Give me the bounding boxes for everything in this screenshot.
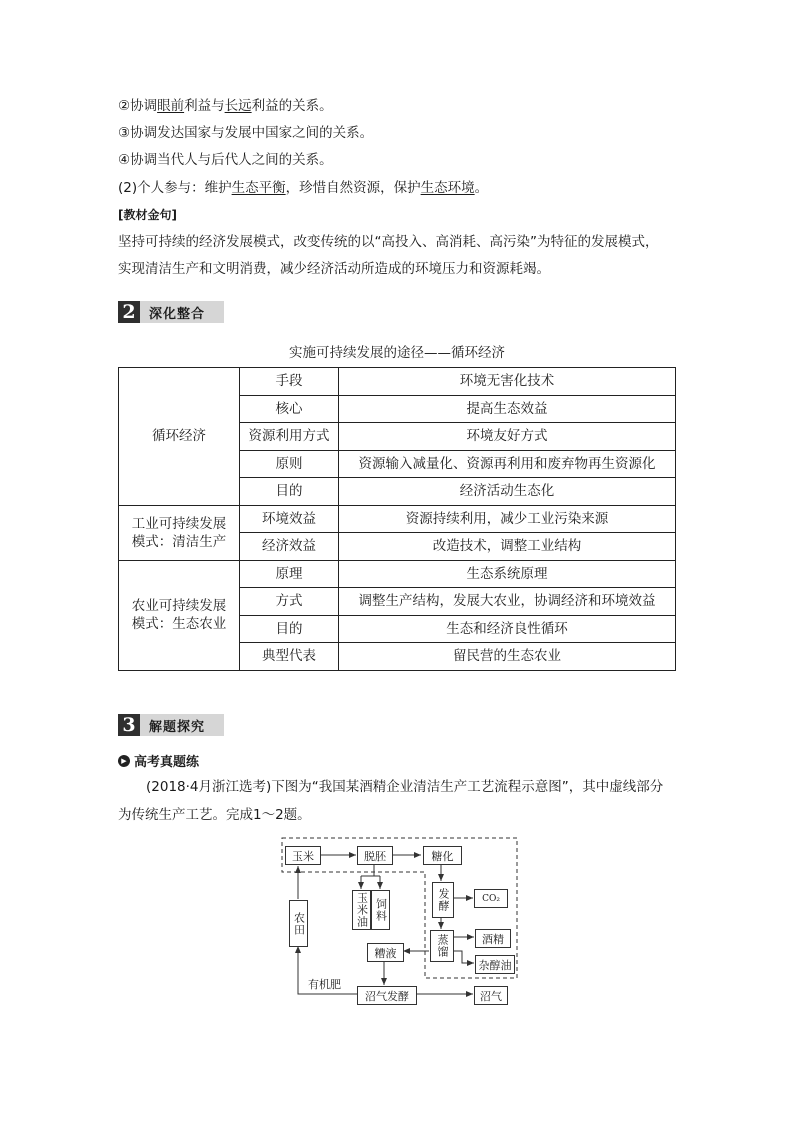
group-cell: 农业可持续发展 模式：生态农业 — [119, 560, 240, 670]
content-cell: 提高生态效益 — [339, 395, 676, 423]
content-cell: 经济活动生态化 — [339, 478, 676, 506]
list-item-2: ②协调眼前利益与长远利益的关系。 — [118, 98, 333, 114]
corn-oil-box: 玉米油 — [352, 890, 371, 930]
quote-line-2: 实现清洁生产和文明消费，减少经济活动所造成的环境压力和资源耗竭。 — [118, 261, 550, 277]
section-number: 3 — [118, 714, 140, 736]
aspect-cell: 目的 — [240, 478, 339, 506]
play-icon: ▶ — [118, 755, 130, 767]
content-cell: 调整生产结构，发展大农业，协调经济和环境效益 — [339, 588, 676, 616]
content-cell: 留民营的生态农业 — [339, 643, 676, 671]
co2-box: CO₂ — [474, 889, 508, 908]
content-cell: 生态系统原理 — [339, 560, 676, 588]
list-item-4: ④协调当代人与后代人之间的关系。 — [118, 152, 333, 168]
alcohol-box: 酒精 — [475, 929, 511, 948]
list-item-individual: (2)个人参与：维护生态平衡，珍惜自然资源，保护生态环境。 — [118, 180, 489, 196]
content-cell: 改造技术，调整工业结构 — [339, 533, 676, 561]
aspect-cell: 环境效益 — [240, 505, 339, 533]
content-cell: 资源持续利用，减少工业污染来源 — [339, 505, 676, 533]
ferment-box: 发酵 — [432, 882, 454, 918]
aspect-cell: 目的 — [240, 615, 339, 643]
list-item-3: ③协调发达国家与发展中国家之间的关系。 — [118, 125, 374, 141]
quote-label: [教材金句] — [118, 208, 177, 222]
section-title: 深化整合 — [140, 301, 224, 323]
question-intro-line-2: 为传统生产工艺。完成1～2题。 — [118, 807, 311, 823]
saccharify-box: 糖化 — [423, 846, 462, 865]
fusel-oil-box: 杂醇油 — [475, 955, 515, 974]
aspect-cell: 方式 — [240, 588, 339, 616]
aspect-cell: 经济效益 — [240, 533, 339, 561]
farmland-box: 农田 — [289, 900, 308, 947]
content-cell: 生态和经济良性循环 — [339, 615, 676, 643]
degerm-box: 脱胚 — [357, 846, 393, 865]
content-cell: 环境友好方式 — [339, 423, 676, 451]
aspect-cell: 原理 — [240, 560, 339, 588]
manure-label: 有机肥 — [308, 978, 341, 991]
group-cell: 工业可持续发展 模式：清洁生产 — [119, 505, 240, 560]
biogas-fermentation-box: 沼气发酵 — [357, 986, 417, 1005]
content-cell: 环境无害化技术 — [339, 368, 676, 396]
arrow-distill-fusel — [453, 951, 474, 963]
question-intro-line-1: (2018·4月浙江选考)下图为“我国某酒精企业清洁生产工艺流程示意图”，其中虚线部分 — [146, 779, 664, 795]
biogas-box: 沼气 — [474, 986, 508, 1005]
aspect-cell: 原则 — [240, 450, 339, 478]
feed-box: 饲料 — [371, 890, 390, 930]
section-title: 解题探究 — [140, 714, 224, 736]
quote-line-1: 坚持可持续的经济发展模式，改变传统的以“高投入、高消耗、高污染”为特征的发展模式， — [118, 234, 659, 250]
aspect-cell: 手段 — [240, 368, 339, 396]
group-cell: 循环经济 — [119, 368, 240, 506]
aspect-cell: 核心 — [240, 395, 339, 423]
table-title: 实施可持续发展的途径——循环经济 — [289, 345, 505, 361]
vinasse-box: 糟液 — [367, 943, 404, 962]
aspect-cell: 典型代表 — [240, 643, 339, 671]
aspect-cell: 资源利用方式 — [240, 423, 339, 451]
exam-practice-heading: ▶ 高考真题练 — [118, 751, 199, 770]
corn-box: 玉米 — [285, 846, 321, 865]
section-number: 2 — [118, 301, 140, 323]
distill-box: 蒸馏 — [430, 930, 454, 962]
content-cell: 资源输入减量化、资源再利用和废弃物再生资源化 — [339, 450, 676, 478]
